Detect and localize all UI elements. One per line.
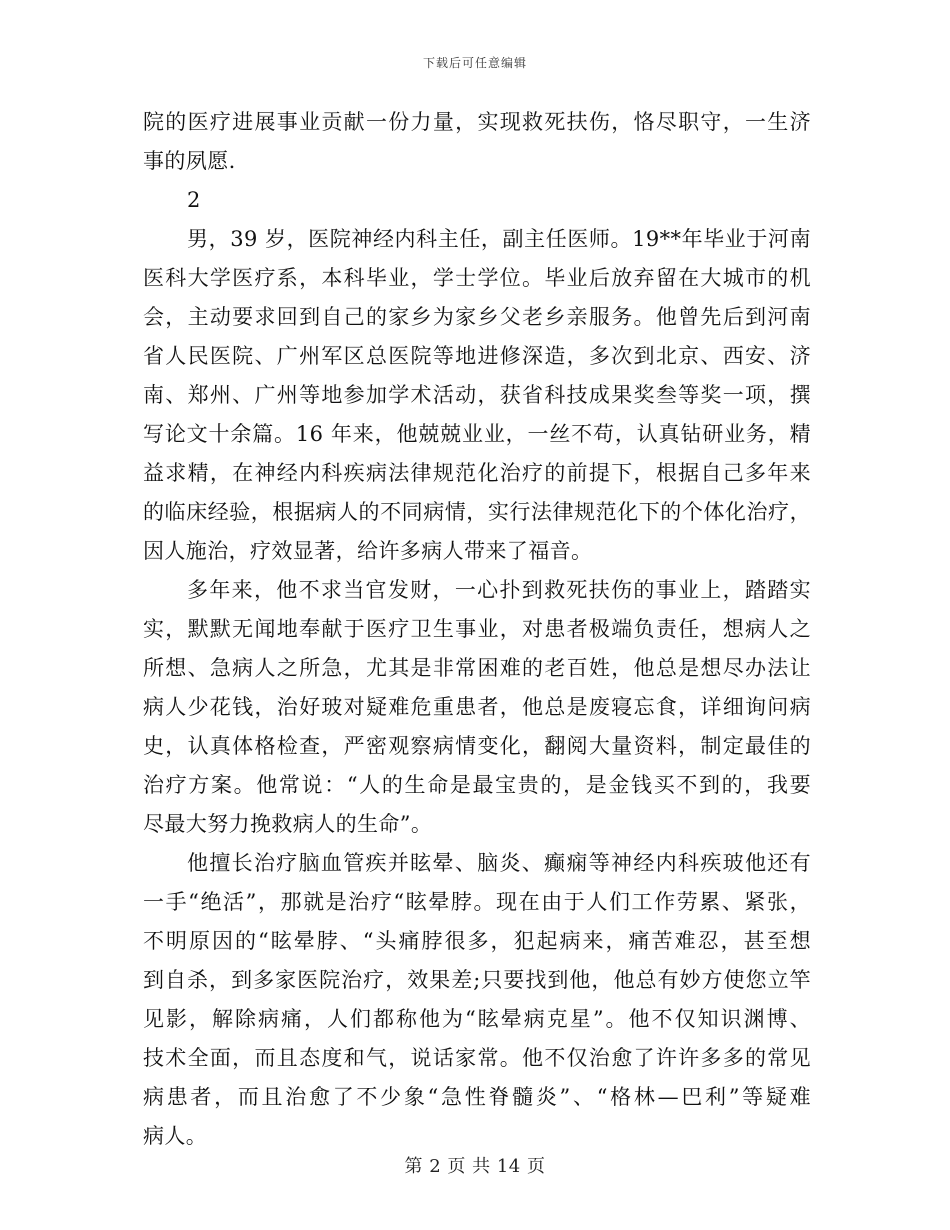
- paragraph-profile: [143, 220, 811, 571]
- text-line: 男，39 岁，医院神经内科主任，副主任医师。19**年毕业于河南: [187, 227, 811, 251]
- text-line: 院的医疗进展事业贡献一份力量，实现救死扶伤，恪尽职守，一生济: [143, 110, 811, 134]
- text-line: 南、郑州、广州等地参加学术活动，获省科技成果奖叁等奖一项，撰: [143, 383, 811, 407]
- text-line: 病患者，而且治愈了不少象“急性脊髓炎”、“格林—巴利”等疑难: [143, 1085, 811, 1109]
- text-line: 到自杀，到多家医院治疗，效果差;只要找到他，他总有妙方使您立竿: [143, 968, 811, 992]
- text-line: 实，默默无闻地奉献于医疗卫生事业，对患者极端负责任，想病人之: [143, 617, 811, 641]
- section-number: [143, 181, 811, 220]
- text-line: 他擅长治疗脑血管疾并眩晕、脑炎、癫痫等神经内科疾玻他还有: [187, 851, 811, 875]
- text-line: 尽最大努力挽救病人的生命”。: [143, 812, 433, 836]
- text-line: 治疗方案。他常说：“人的生命是最宝贵的，是金钱买不到的，我要: [143, 773, 811, 797]
- text-line: 省人民医院、广州军区总医院等地进修深造，多次到北京、西安、济: [143, 344, 811, 368]
- text-line: 病人。: [143, 1124, 208, 1148]
- text-line: 写论文十余篇。16 年来，他兢兢业业，一丝不苟，认真钻研业务，精: [143, 422, 811, 446]
- text-line: 的临床经验，根据病人的不同病情，实行法律规范化下的个体化治疗，: [143, 500, 811, 524]
- text-line: 医科大学医疗系，本科毕业，学士学位。毕业后放弃留在大城市的机: [143, 266, 811, 290]
- document-body: [143, 103, 811, 1156]
- text-line: 不明原因的“眩晕脖、“头痛脖很多，犯起病来，痛苦难忍，甚至想: [143, 929, 811, 953]
- text-line: 病人少花钱，治好玻对疑难危重患者，他总是废寝忘食，详细询问病: [143, 695, 811, 719]
- text-line: 会，主动要求回到自己的家乡为家乡父老乡亲服务。他曾先后到河南: [143, 305, 811, 329]
- text-line: 所想、急病人之所急，尤其是非常困难的老百姓，他总是想尽办法让: [143, 656, 811, 680]
- paragraph-continuation: [143, 103, 811, 181]
- text-line: 事的夙愿.: [143, 149, 236, 173]
- text-line: 史，认真体格检查，严密观察病情变化，翻阅大量资料，制定最佳的: [143, 734, 811, 758]
- paragraph-dedication: [143, 571, 811, 844]
- text-line: 益求精，在神经内科疾病法律规范化治疗的前提下，根据自己多年来: [143, 461, 811, 485]
- section-number-text: 2: [187, 188, 201, 212]
- paragraph-expertise: [143, 844, 811, 1156]
- page-header: 下载后可任意编辑: [422, 56, 527, 70]
- text-line: 一手“绝活”，那就是治疗“眩晕脖。现在由于人们工作劳累、紧张，: [143, 890, 811, 914]
- text-line: 技术全面，而且态度和气，说话家常。他不仅治愈了许许多多的常见: [143, 1046, 811, 1070]
- text-line: 因人施治，疗效显著，给许多病人带来了福音。: [143, 539, 593, 563]
- text-line: 见影，解除病痛，人们都称他为“眩晕病克星”。他不仅知识渊博、: [143, 1007, 811, 1031]
- text-line: 多年来，他不求当官发财，一心扑到救死扶伤的事业上，踏踏实: [187, 578, 811, 602]
- page-number-footer: 第 2 页 共 14 页: [404, 1156, 546, 1177]
